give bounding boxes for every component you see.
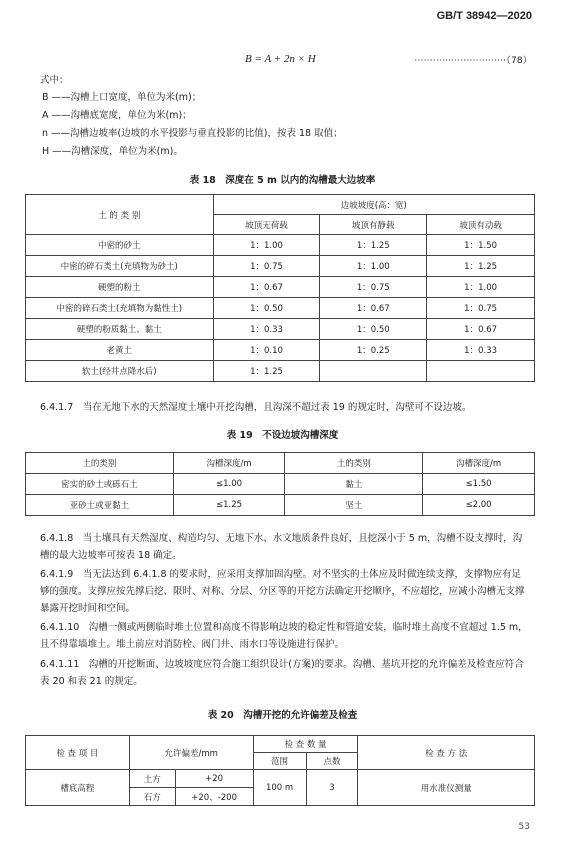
- table-cell: 硬塑的粉土: [26, 277, 214, 298]
- table-cell: 1：1.00: [213, 235, 320, 256]
- standard-code: GB/T 38942—2020: [436, 10, 532, 22]
- table-cell: 坚土: [285, 495, 423, 516]
- table-cell: 1：1.00: [427, 277, 535, 298]
- table20-deviation-header: 允许偏差/mm: [129, 736, 253, 770]
- table-cell: 软土(经井点降水后): [26, 361, 214, 382]
- table18-subheader: 坡顶有静载: [320, 215, 427, 235]
- table-cell: 1：1.25: [213, 361, 320, 382]
- paragraph-6-4-1-8: 6.4.1.8 当土壤具有天然湿度、构造均匀、无地下水、水文地质条件良好，且挖深小于 5 m，沟槽不设支撑时，沟槽的最大边坡率可按表 18 确定。: [40, 533, 523, 561]
- table-cell: 石方: [129, 788, 175, 806]
- table-cell: 1：0.25: [320, 340, 427, 361]
- table-cell: 1：0.67: [320, 298, 427, 319]
- table-19: [25, 452, 535, 516]
- table-row: [26, 495, 535, 516]
- table-cell: 黏土: [285, 474, 423, 495]
- table-cell: 1：0.67: [427, 319, 535, 340]
- table-cell: [320, 361, 427, 382]
- table-cell: 中密的碎石类土(充填物为砂土): [26, 256, 214, 277]
- paragraph-6-4-1-9: 6.4.1.9 当无法达到 6.4.1.8 的要求时，应采用支撑加固沟壁。对不坚实的土体应及时做连续支撑，支撑物应有足够的强度。支撑应按先撑后挖、限时、对称、分层、分区等的开挖方法确定开挖顺序，不应超挖，应减小沟槽无支撑暴露开挖时间和空间。: [40, 569, 525, 614]
- page-number: 53: [518, 822, 530, 832]
- table-cell: 1：0.75: [427, 298, 535, 319]
- definition-n: n ——沟槽边坡率(边坡的水平投影与垂直投影的比值)，按表 18 取值；: [42, 128, 343, 139]
- table-cell: 老黄土: [26, 340, 214, 361]
- definition-b: B ——沟槽上口宽度，单位为米(m)；: [42, 92, 202, 103]
- table-row: [26, 256, 535, 277]
- table19-header: 土的类别: [26, 453, 174, 474]
- table-row: [26, 235, 535, 256]
- table-cell: 1：0.50: [213, 298, 320, 319]
- table-cell: 1：1.00: [320, 256, 427, 277]
- table-cell: +20、-200: [175, 788, 253, 806]
- table20-caption: 表 20 沟槽开挖的允许偏差及检查: [207, 710, 358, 721]
- table-cell: 1：0.33: [427, 340, 535, 361]
- table-cell: ≤1.50: [423, 474, 535, 495]
- table-cell: 1：0.50: [320, 319, 427, 340]
- table-cell: 1：0.75: [320, 277, 427, 298]
- table19-header: 沟槽深度/m: [423, 453, 535, 474]
- table-cell: 100 m: [253, 770, 306, 806]
- table-cell: 亚砂土或亚黏土: [26, 495, 174, 516]
- table-row: [26, 770, 535, 788]
- definition-a: A ——沟槽底宽度，单位为米(m)；: [42, 110, 192, 121]
- table-cell: 1：1.50: [427, 235, 535, 256]
- table-cell: 1：0.75: [213, 256, 320, 277]
- table-cell: 1：0.33: [213, 319, 320, 340]
- table-row: [26, 277, 535, 298]
- table-cell: 1：1.25: [427, 256, 535, 277]
- table-18: [25, 194, 535, 382]
- table-cell: 用水准仪测量: [358, 770, 535, 806]
- table-cell: 硬塑的粉质黏土、黏土: [26, 319, 214, 340]
- table-row: [26, 340, 535, 361]
- table-cell: +20: [175, 770, 253, 788]
- table-cell: 1：0.67: [213, 277, 320, 298]
- paragraph-6-4-1-11: 6.4.1.11 沟槽的开挖断面、边坡坡度应符合施工组织设计(方案)的要求。沟槽、基坑开挖的允许偏差及检查应符合表 20 和表 21 的规定。: [40, 659, 524, 687]
- paragraph-6-4-1-7: 6.4.1.7 当在无地下水的天然湿度土壤中开挖沟槽，且沟深不超过表 19 的规定时，沟壁可不设边坡。: [40, 402, 472, 413]
- table18-soil-header: 土 的 类 别: [26, 195, 214, 235]
- table18-subheader: 坡顶无荷载: [213, 215, 320, 235]
- table20-method-header: 检 查 方 法: [358, 736, 535, 770]
- table19-caption: 表 19 不设边坡沟槽深度: [226, 430, 339, 441]
- table-cell: 中密的砂土: [26, 235, 214, 256]
- table-row: [26, 474, 535, 495]
- table-row: [26, 319, 535, 340]
- table-cell: ≤1.00: [173, 474, 285, 495]
- table19-header: 土的类别: [285, 453, 423, 474]
- table18-subheader: 坡顶有动载: [427, 215, 535, 235]
- table-cell: 1：0.10: [213, 340, 320, 361]
- table-cell: [427, 361, 535, 382]
- table19-header: 沟槽深度/m: [173, 453, 285, 474]
- table18-slope-header: 边坡坡度(高：宽): [213, 195, 534, 215]
- table-cell: 中密的碎石类土(充填物为黏性土): [26, 298, 214, 319]
- table-cell: ≤2.00: [423, 495, 535, 516]
- equation-number: ······························（78）: [414, 56, 532, 66]
- table-row: [26, 361, 535, 382]
- table18-caption: 表 18 深度在 5 m 以内的沟槽最大边坡率: [189, 175, 376, 186]
- table20-range-header: 范围: [253, 753, 306, 770]
- paragraph-6-4-1-10: 6.4.1.10 沟槽一侧或两侧临时堆土位置和高度不得影响边坡的稳定性和管道安装，临时堆土高度不宜超过 1.5 m，且不得靠墙堆土。堆土前应对消防栓、阀门井、雨水口等设施进行保护。: [40, 622, 528, 650]
- table20-quantity-header: 检 查 数 量: [253, 736, 358, 753]
- where-label: 式中：: [40, 75, 69, 86]
- table-cell: 密实的砂土或砾石土: [26, 474, 174, 495]
- formula: B = A + 2n × H: [245, 53, 316, 65]
- table-cell: 槽底高程: [26, 770, 130, 806]
- table-cell: 土方: [129, 770, 175, 788]
- definition-h: H ——沟槽深度，单位为米(m)。: [42, 146, 183, 157]
- table-cell: ≤1.25: [173, 495, 285, 516]
- table20-points-header: 点数: [306, 753, 358, 770]
- table20-item-header: 检 查 项 目: [26, 736, 130, 770]
- table-row: [26, 298, 535, 319]
- table-20: [25, 735, 535, 806]
- table-cell: 3: [306, 770, 358, 806]
- table-cell: 1：1.25: [320, 235, 427, 256]
